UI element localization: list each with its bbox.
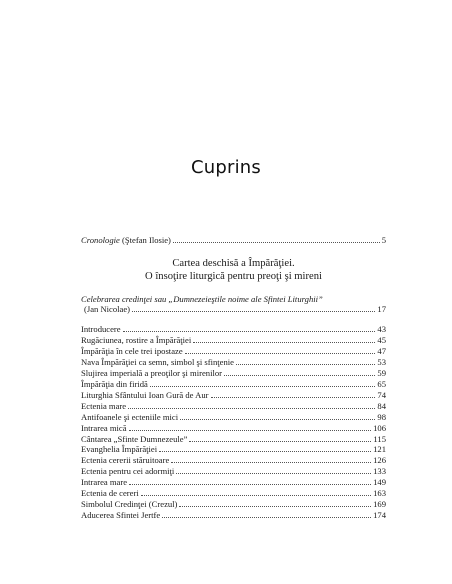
toc-entry-label: Ectenia mare (81, 400, 127, 411)
dot-leader (129, 430, 372, 431)
toc-entry (81, 465, 386, 476)
dot-leader (159, 451, 371, 452)
dot-leader (211, 397, 376, 398)
toc-entry-page: 59 (377, 367, 386, 378)
toc-entry-page: 5 (381, 235, 386, 245)
toc-entry-label: Rugăciunea, rostire a Împărăţiei (81, 334, 192, 345)
toc-entry (81, 498, 386, 509)
toc-entry-label: Cântarea „Sfinte Dumnezeule” (81, 433, 188, 444)
dot-leader (180, 419, 375, 420)
toc-entry-page: 98 (377, 411, 386, 422)
dot-leader (123, 331, 376, 332)
toc-entry (81, 345, 386, 356)
toc-entry-label: Împărăţia în cele trei ipostaze (81, 345, 183, 356)
toc-entry-celebrarea (81, 303, 386, 314)
toc-entry-label (81, 235, 172, 245)
toc-entry-page: 133 (373, 466, 386, 477)
dot-leader (224, 375, 375, 376)
section-heading-line-1: Cartea deschisă a Împărăţiei. (172, 258, 295, 269)
toc-entry-label: Slujirea imperială a preoţilor şi mirenilor (81, 367, 223, 378)
toc-entry-page: 17 (377, 304, 386, 314)
toc-entry-celebrarea-line-1: Celebrarea credinţei sau „Dumnezeieştile noime ale Sfintei Liturghii” (81, 294, 323, 304)
toc-entry-label: Împărăţia din firidă (81, 378, 148, 389)
page-title: Cuprins (191, 157, 261, 178)
toc-entry-page: 126 (373, 455, 386, 466)
section-heading-line-2: O însoţire liturgică pentru preoţi şi mireni (145, 271, 322, 282)
toc-entry (81, 356, 386, 367)
toc-entry (81, 476, 386, 487)
dot-leader (189, 441, 371, 442)
toc-entry-label: Intrarea mică (81, 422, 127, 433)
dot-leader (150, 386, 376, 387)
toc-entry-page: 169 (373, 499, 386, 510)
dot-leader (179, 506, 371, 507)
toc-entry (81, 389, 386, 400)
toc-entry (81, 487, 386, 498)
toc-entry-page: 84 (377, 400, 386, 411)
toc-entry-label: Liturghia Sfântului Ioan Gură de Aur (81, 389, 209, 400)
toc-entry-page: 53 (377, 356, 386, 367)
toc-entry-label: Intrarea mare (81, 477, 128, 488)
toc-entry-page: 47 (377, 345, 386, 356)
dot-leader (173, 242, 380, 243)
toc-entry (81, 334, 386, 345)
toc-entry-label: Ectenia de cereri (81, 488, 139, 499)
toc-entry (81, 400, 386, 411)
dot-leader (171, 462, 371, 463)
dot-leader (162, 517, 371, 518)
dot-leader (176, 473, 371, 474)
dot-leader (141, 495, 371, 496)
toc-entry-cronologie (81, 234, 386, 245)
toc-entry-label: Ectenia cererii stăruitoare (81, 455, 170, 466)
toc-entry (81, 411, 386, 422)
dot-leader (193, 342, 375, 343)
dot-leader (185, 353, 376, 354)
toc-entry-label-italic: Cronologie (81, 235, 120, 245)
toc-entry-page: 115 (373, 433, 386, 444)
toc-entry-label: Ectenia pentru cei adormiţi (81, 466, 175, 477)
toc-entry (81, 323, 386, 334)
toc-entry (81, 443, 386, 454)
toc-entry (81, 367, 386, 378)
dot-leader (128, 408, 375, 409)
toc-entry-page: 149 (373, 477, 386, 488)
dot-leader (132, 311, 375, 312)
toc-entry-page: 121 (373, 444, 386, 455)
toc-entry-label-author: (Ştefan Ilosie) (122, 235, 171, 245)
toc-entry-page: 174 (373, 510, 386, 521)
toc-entry-page: 45 (377, 334, 386, 345)
toc-entry-label: Antifoanele şi ecteniile mici (81, 411, 179, 422)
toc-entry-label: Evanghelia Împărăţiei (81, 444, 158, 455)
toc-entry-label: Simbolul Credinţei (Crezul) (81, 499, 178, 510)
toc-entry-label: Aducerea Sfintei Jertfe (81, 510, 161, 521)
toc-entry-label: Introducere (81, 324, 121, 334)
toc-entry (81, 454, 386, 465)
toc-entry (81, 509, 386, 520)
toc-entry (81, 378, 386, 389)
toc-entry-page: 43 (377, 324, 386, 334)
toc-entry-label-author: (Jan Nicolae) (84, 304, 131, 314)
toc-entry (81, 422, 386, 433)
toc-entry-page: 163 (373, 488, 386, 499)
toc-entry-label: Nava Împărăţiei ca semn, simbol şi sfinţenie (81, 356, 234, 367)
dot-leader (129, 484, 371, 485)
dot-leader (236, 364, 375, 365)
toc-entry (81, 433, 386, 444)
toc-entry-page: 74 (377, 389, 386, 400)
toc-entry-page: 65 (377, 378, 386, 389)
toc-entry-page: 106 (373, 422, 386, 433)
